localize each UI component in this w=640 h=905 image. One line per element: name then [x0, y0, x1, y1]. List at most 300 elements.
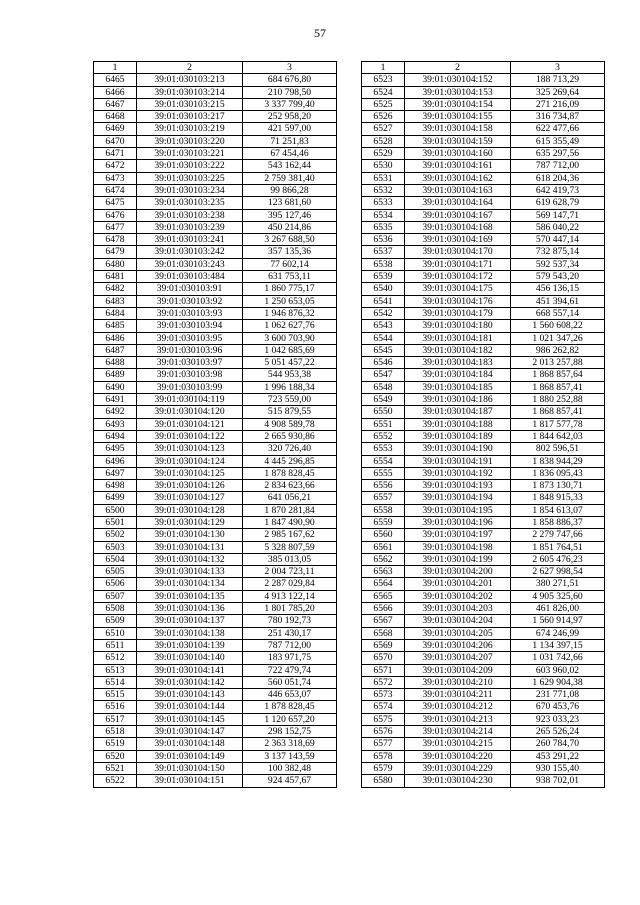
table-row	[94, 148, 337, 160]
row-number-cell: 6569	[362, 639, 405, 651]
row-number-cell: 6566	[362, 603, 405, 615]
value-cell: 802 596,51	[511, 443, 605, 455]
cadastral-number-cell: 39:01:030104:160	[405, 148, 511, 160]
row-number-cell: 6501	[94, 516, 137, 528]
table-row	[94, 307, 337, 319]
value-cell: 316 734,87	[511, 111, 605, 123]
row-number-cell: 6533	[362, 197, 405, 209]
row-number-cell: 6528	[362, 135, 405, 147]
cadastral-number-cell: 39:01:030104:167	[405, 209, 511, 221]
row-number-cell: 6521	[94, 762, 137, 774]
cadastral-number-cell: 39:01:030104:168	[405, 221, 511, 233]
cadastral-number-cell: 39:01:030104:135	[137, 590, 243, 602]
cadastral-number-cell: 39:01:030104:162	[405, 172, 511, 184]
value-cell: 2 605 476,23	[511, 553, 605, 565]
value-cell: 265 526,24	[511, 726, 605, 738]
table-row	[362, 234, 605, 246]
row-number-cell: 6549	[362, 394, 405, 406]
header-cell: 2	[405, 62, 511, 74]
cadastral-number-cell: 39:01:030104:190	[405, 443, 511, 455]
header-cell: 3	[511, 62, 605, 74]
table-row	[94, 443, 337, 455]
row-number-cell: 6553	[362, 443, 405, 455]
table-row	[362, 676, 605, 688]
cadastral-number-cell: 39:01:030104:170	[405, 246, 511, 258]
table-header-row	[94, 62, 337, 74]
cadastral-number-cell: 39:01:030103:239	[137, 221, 243, 233]
value-cell: 1 847 490,90	[243, 516, 337, 528]
value-cell: 298 152,75	[243, 726, 337, 738]
table-row	[362, 504, 605, 516]
row-number-cell: 6482	[94, 283, 137, 295]
cadastral-number-cell: 39:01:030104:161	[405, 160, 511, 172]
row-number-cell: 6536	[362, 234, 405, 246]
cadastral-number-cell: 39:01:030104:175	[405, 283, 511, 295]
row-number-cell: 6495	[94, 443, 137, 455]
row-number-cell: 6572	[362, 676, 405, 688]
table-row	[362, 307, 605, 319]
table-row	[362, 480, 605, 492]
cadastral-number-cell: 39:01:030103:225	[137, 172, 243, 184]
value-cell: 1 996 188,34	[243, 381, 337, 393]
value-cell: 684 676,80	[243, 74, 337, 86]
table-row	[94, 553, 337, 565]
cadastral-number-cell: 39:01:030103:221	[137, 148, 243, 160]
table-row	[362, 86, 605, 98]
row-number-cell: 6524	[362, 86, 405, 98]
value-cell: 3 337 799,40	[243, 98, 337, 110]
row-number-cell: 6575	[362, 713, 405, 725]
value-cell: 924 457,67	[243, 775, 337, 787]
row-number-cell: 6531	[362, 172, 405, 184]
row-number-cell: 6500	[94, 504, 137, 516]
cadastral-number-cell: 39:01:030103:91	[137, 283, 243, 295]
value-cell: 1 042 685,69	[243, 344, 337, 356]
cadastral-number-cell: 39:01:030104:153	[405, 86, 511, 98]
value-cell: 1 870 281,84	[243, 504, 337, 516]
row-number-cell: 6525	[362, 98, 405, 110]
value-cell: 1 560 608,22	[511, 320, 605, 332]
cadastral-number-cell: 39:01:030104:134	[137, 578, 243, 590]
row-number-cell: 6567	[362, 615, 405, 627]
table-row	[362, 295, 605, 307]
table-row	[362, 566, 605, 578]
table-row	[362, 652, 605, 664]
cadastral-number-cell: 39:01:030104:201	[405, 578, 511, 590]
row-number-cell: 6562	[362, 553, 405, 565]
table-row	[94, 455, 337, 467]
value-cell: 3 267 688,50	[243, 234, 337, 246]
value-cell: 1 134 397,15	[511, 639, 605, 651]
cadastral-number-cell: 39:01:030104:132	[137, 553, 243, 565]
table-row	[362, 529, 605, 541]
row-number-cell: 6470	[94, 135, 137, 147]
value-cell: 569 147,71	[511, 209, 605, 221]
table-row	[362, 762, 605, 774]
table-row	[94, 566, 337, 578]
table-row	[94, 541, 337, 553]
header-cell: 3	[243, 62, 337, 74]
cadastral-number-cell: 39:01:030103:93	[137, 307, 243, 319]
row-number-cell: 6530	[362, 160, 405, 172]
row-number-cell: 6465	[94, 74, 137, 86]
row-number-cell: 6568	[362, 627, 405, 639]
row-number-cell: 6576	[362, 726, 405, 738]
cadastral-number-cell: 39:01:030104:158	[405, 123, 511, 135]
table-row	[94, 639, 337, 651]
table-header-row	[362, 62, 605, 74]
cadastral-number-cell: 39:01:030103:214	[137, 86, 243, 98]
row-number-cell: 6514	[94, 676, 137, 688]
cadastral-number-cell: 39:01:030104:154	[405, 98, 511, 110]
cadastral-number-cell: 39:01:030103:217	[137, 111, 243, 123]
table-row	[94, 603, 337, 615]
table-row	[94, 394, 337, 406]
cadastral-number-cell: 39:01:030103:94	[137, 320, 243, 332]
value-cell: 986 262,82	[511, 344, 605, 356]
value-cell: 3 600 703,90	[243, 332, 337, 344]
table-row	[362, 111, 605, 123]
row-number-cell: 6529	[362, 148, 405, 160]
row-number-cell: 6502	[94, 529, 137, 541]
value-cell: 1 880 252,88	[511, 394, 605, 406]
table-row	[94, 209, 337, 221]
value-cell: 357 135,36	[243, 246, 337, 258]
value-cell: 380 271,51	[511, 578, 605, 590]
table-row	[362, 369, 605, 381]
row-number-cell: 6504	[94, 553, 137, 565]
row-number-cell: 6548	[362, 381, 405, 393]
value-cell: 260 784,70	[511, 738, 605, 750]
row-number-cell: 6479	[94, 246, 137, 258]
value-cell: 1 844 642,03	[511, 430, 605, 442]
row-number-cell: 6509	[94, 615, 137, 627]
table-row	[362, 74, 605, 86]
table-row	[94, 480, 337, 492]
cadastral-number-cell: 39:01:030103:243	[137, 258, 243, 270]
cadastral-number-cell: 39:01:030103:95	[137, 332, 243, 344]
table-row	[94, 74, 337, 86]
table-row	[94, 123, 337, 135]
value-cell: 1 946 876,32	[243, 307, 337, 319]
row-number-cell: 6475	[94, 197, 137, 209]
value-cell: 722 479,74	[243, 664, 337, 676]
table-row	[94, 775, 337, 787]
value-cell: 4 905 325,60	[511, 590, 605, 602]
table-row	[94, 529, 337, 541]
cadastral-number-cell: 39:01:030103:241	[137, 234, 243, 246]
cadastral-number-cell: 39:01:030103:242	[137, 246, 243, 258]
table-row	[362, 775, 605, 787]
table-row	[362, 590, 605, 602]
table-row	[94, 627, 337, 639]
table-row	[362, 184, 605, 196]
table-row	[362, 172, 605, 184]
value-cell: 543 162,44	[243, 160, 337, 172]
value-cell: 622 477,66	[511, 123, 605, 135]
cadastral-number-cell: 39:01:030104:163	[405, 184, 511, 196]
value-cell: 1 868 857,64	[511, 369, 605, 381]
table-row	[362, 578, 605, 590]
value-cell: 77 602,14	[243, 258, 337, 270]
value-cell: 456 136,15	[511, 283, 605, 295]
table-row	[362, 332, 605, 344]
value-cell: 618 204,36	[511, 172, 605, 184]
page-number: 57	[314, 26, 326, 40]
cadastral-number-cell: 39:01:030104:193	[405, 480, 511, 492]
value-cell: 1 868 857,41	[511, 381, 605, 393]
cadastral-number-cell: 39:01:030104:128	[137, 504, 243, 516]
value-cell: 641 056,21	[243, 492, 337, 504]
value-cell: 631 753,11	[243, 271, 337, 283]
table-row	[362, 197, 605, 209]
row-number-cell: 6532	[362, 184, 405, 196]
value-cell: 395 127,46	[243, 209, 337, 221]
value-cell: 592 537,34	[511, 258, 605, 270]
cadastral-number-cell: 39:01:030104:195	[405, 504, 511, 516]
row-number-cell: 6516	[94, 701, 137, 713]
table-row	[94, 590, 337, 602]
value-cell: 930 155,40	[511, 762, 605, 774]
value-cell: 1 878 828,45	[243, 701, 337, 713]
cadastral-number-cell: 39:01:030103:220	[137, 135, 243, 147]
table-row	[362, 615, 605, 627]
table-row	[94, 111, 337, 123]
cadastral-number-cell: 39:01:030104:198	[405, 541, 511, 553]
table-row	[94, 701, 337, 713]
row-number-cell: 6550	[362, 406, 405, 418]
table-row	[362, 381, 605, 393]
table-row	[94, 197, 337, 209]
table-row	[362, 148, 605, 160]
row-number-cell: 6489	[94, 369, 137, 381]
cadastral-number-cell: 39:01:030103:213	[137, 74, 243, 86]
cadastral-number-cell: 39:01:030104:230	[405, 775, 511, 787]
row-number-cell: 6487	[94, 344, 137, 356]
row-number-cell: 6522	[94, 775, 137, 787]
value-cell: 1 062 627,76	[243, 320, 337, 332]
cadastral-number-cell: 39:01:030104:172	[405, 271, 511, 283]
cadastral-number-cell: 39:01:030103:99	[137, 381, 243, 393]
table-row	[94, 762, 337, 774]
row-number-cell: 6471	[94, 148, 137, 160]
value-cell: 71 251,83	[243, 135, 337, 147]
row-number-cell: 6554	[362, 455, 405, 467]
cadastral-number-cell: 39:01:030104:194	[405, 492, 511, 504]
row-number-cell: 6474	[94, 184, 137, 196]
cadastral-number-cell: 39:01:030104:215	[405, 738, 511, 750]
cadastral-number-cell: 39:01:030104:120	[137, 406, 243, 418]
row-number-cell: 6510	[94, 627, 137, 639]
row-number-cell: 6564	[362, 578, 405, 590]
value-cell: 1 873 130,71	[511, 480, 605, 492]
table-row	[362, 603, 605, 615]
row-number-cell: 6545	[362, 344, 405, 356]
row-number-cell: 6469	[94, 123, 137, 135]
table-row	[362, 455, 605, 467]
register-table-right	[361, 61, 605, 788]
table-row	[94, 652, 337, 664]
table-row	[94, 726, 337, 738]
value-cell: 1 878 828,45	[243, 467, 337, 479]
table-row	[94, 221, 337, 233]
value-cell: 670 453,76	[511, 701, 605, 713]
table-row	[362, 406, 605, 418]
table-row	[94, 246, 337, 258]
value-cell: 67 454,46	[243, 148, 337, 160]
row-number-cell: 6534	[362, 209, 405, 221]
row-number-cell: 6519	[94, 738, 137, 750]
cadastral-number-cell: 39:01:030104:130	[137, 529, 243, 541]
table-row	[362, 258, 605, 270]
table-row	[362, 627, 605, 639]
value-cell: 1 836 095,43	[511, 467, 605, 479]
table-row	[94, 504, 337, 516]
table-row	[362, 750, 605, 762]
cadastral-number-cell: 39:01:030104:187	[405, 406, 511, 418]
value-cell: 453 291,22	[511, 750, 605, 762]
row-number-cell: 6539	[362, 271, 405, 283]
header-cell: 2	[137, 62, 243, 74]
row-number-cell: 6555	[362, 467, 405, 479]
value-cell: 5 051 457,22	[243, 357, 337, 369]
cadastral-number-cell: 39:01:030104:202	[405, 590, 511, 602]
table-row	[362, 443, 605, 455]
row-number-cell: 6561	[362, 541, 405, 553]
row-number-cell: 6508	[94, 603, 137, 615]
cadastral-number-cell: 39:01:030104:133	[137, 566, 243, 578]
cadastral-number-cell: 39:01:030104:182	[405, 344, 511, 356]
value-cell: 635 297,56	[511, 148, 605, 160]
value-cell: 188 713,29	[511, 74, 605, 86]
cadastral-number-cell: 39:01:030104:125	[137, 467, 243, 479]
table-row	[94, 664, 337, 676]
table-row	[94, 320, 337, 332]
row-number-cell: 6477	[94, 221, 137, 233]
table-row	[94, 676, 337, 688]
cadastral-number-cell: 39:01:030104:189	[405, 430, 511, 442]
value-cell: 642 419,73	[511, 184, 605, 196]
row-number-cell: 6557	[362, 492, 405, 504]
table-row	[94, 283, 337, 295]
table-row	[94, 430, 337, 442]
value-cell: 674 246,99	[511, 627, 605, 639]
cadastral-number-cell: 39:01:030103:235	[137, 197, 243, 209]
value-cell: 1 817 577,78	[511, 418, 605, 430]
cadastral-number-cell: 39:01:030104:176	[405, 295, 511, 307]
cadastral-number-cell: 39:01:030104:127	[137, 492, 243, 504]
value-cell: 2 004 723,11	[243, 566, 337, 578]
value-cell: 668 557,14	[511, 307, 605, 319]
cadastral-number-cell: 39:01:030104:171	[405, 258, 511, 270]
row-number-cell: 6484	[94, 307, 137, 319]
cadastral-number-cell: 39:01:030104:164	[405, 197, 511, 209]
header-cell: 1	[362, 62, 405, 74]
row-number-cell: 6485	[94, 320, 137, 332]
row-number-cell: 6476	[94, 209, 137, 221]
cadastral-number-cell: 39:01:030104:126	[137, 480, 243, 492]
table-row	[362, 160, 605, 172]
cadastral-number-cell: 39:01:030104:142	[137, 676, 243, 688]
value-cell: 1 250 653,05	[243, 295, 337, 307]
table-row	[94, 234, 337, 246]
value-cell: 1 851 764,51	[511, 541, 605, 553]
row-number-cell: 6518	[94, 726, 137, 738]
table-row	[94, 344, 337, 356]
value-cell: 586 040,22	[511, 221, 605, 233]
table-body-right	[362, 62, 605, 788]
table-row	[362, 283, 605, 295]
cadastral-number-cell: 39:01:030104:151	[137, 775, 243, 787]
row-number-cell: 6478	[94, 234, 137, 246]
row-number-cell: 6492	[94, 406, 137, 418]
value-cell: 2 287 029,84	[243, 578, 337, 590]
table-row	[94, 750, 337, 762]
row-number-cell: 6505	[94, 566, 137, 578]
row-number-cell: 6565	[362, 590, 405, 602]
value-cell: 123 681,60	[243, 197, 337, 209]
table-row	[94, 357, 337, 369]
row-number-cell: 6497	[94, 467, 137, 479]
table-row	[362, 492, 605, 504]
row-number-cell: 6512	[94, 652, 137, 664]
row-number-cell: 6486	[94, 332, 137, 344]
value-cell: 183 971,75	[243, 652, 337, 664]
cadastral-number-cell: 39:01:030103:222	[137, 160, 243, 172]
table-row	[94, 332, 337, 344]
cadastral-number-cell: 39:01:030103:96	[137, 344, 243, 356]
value-cell: 1 021 347,26	[511, 332, 605, 344]
row-number-cell: 6488	[94, 357, 137, 369]
row-number-cell: 6467	[94, 98, 137, 110]
value-cell: 515 879,55	[243, 406, 337, 418]
value-cell: 2 985 167,62	[243, 529, 337, 541]
cadastral-number-cell: 39:01:030104:181	[405, 332, 511, 344]
cadastral-number-cell: 39:01:030103:97	[137, 357, 243, 369]
cadastral-number-cell: 39:01:030104:150	[137, 762, 243, 774]
cadastral-number-cell: 39:01:030104:123	[137, 443, 243, 455]
row-number-cell: 6503	[94, 541, 137, 553]
row-number-cell: 6526	[362, 111, 405, 123]
table-row	[94, 418, 337, 430]
table-row	[94, 184, 337, 196]
value-cell: 252 958,20	[243, 111, 337, 123]
table-row	[94, 738, 337, 750]
value-cell: 723 559,00	[243, 394, 337, 406]
row-number-cell: 6527	[362, 123, 405, 135]
table-row	[362, 98, 605, 110]
row-number-cell: 6515	[94, 689, 137, 701]
value-cell: 1 120 657,20	[243, 713, 337, 725]
cadastral-number-cell: 39:01:030104:144	[137, 701, 243, 713]
value-cell: 1 801 785,20	[243, 603, 337, 615]
table-row	[362, 726, 605, 738]
row-number-cell: 6468	[94, 111, 137, 123]
cadastral-number-cell: 39:01:030104:204	[405, 615, 511, 627]
value-cell: 1 860 775,17	[243, 283, 337, 295]
table-row	[362, 209, 605, 221]
cadastral-number-cell: 39:01:030104:213	[405, 713, 511, 725]
row-number-cell: 6551	[362, 418, 405, 430]
row-number-cell: 6544	[362, 332, 405, 344]
table-row	[362, 516, 605, 528]
cadastral-number-cell: 39:01:030104:137	[137, 615, 243, 627]
row-number-cell: 6577	[362, 738, 405, 750]
value-cell: 100 382,48	[243, 762, 337, 774]
table-row	[94, 516, 337, 528]
cadastral-number-cell: 39:01:030104:203	[405, 603, 511, 615]
cadastral-number-cell: 39:01:030104:147	[137, 726, 243, 738]
